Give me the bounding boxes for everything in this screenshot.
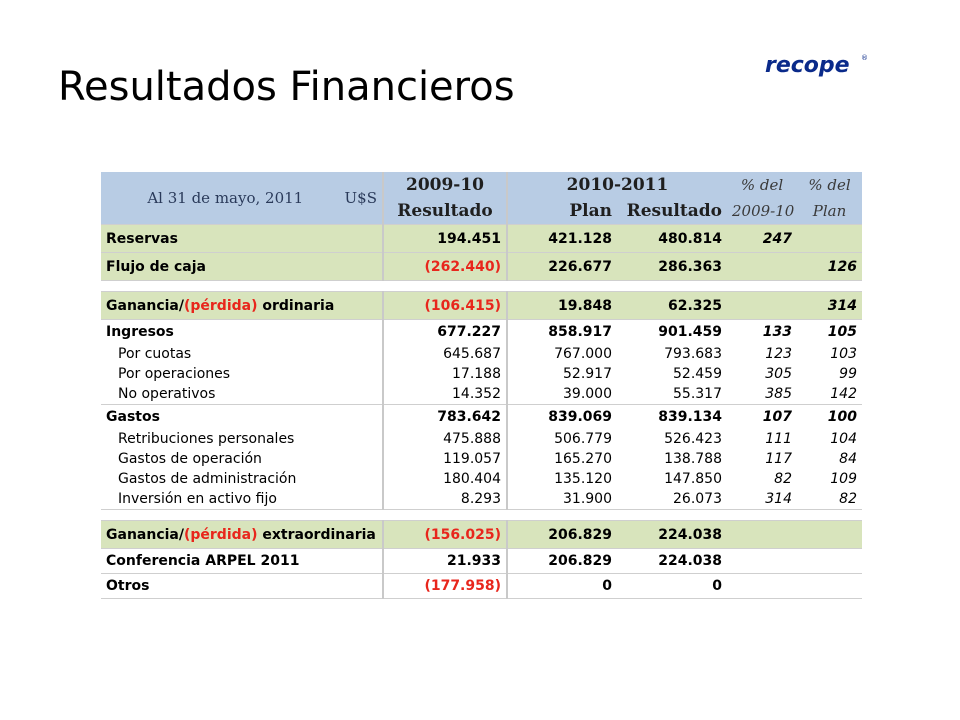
cell-plan: 165.270 xyxy=(554,451,612,467)
cell-pct-plan xyxy=(797,521,862,549)
cell-result: 52.459 xyxy=(673,366,722,382)
cell-pct-2009: 314 xyxy=(727,489,797,510)
cell-pct-2009: 385 xyxy=(765,386,792,402)
cell-result: 286.363 xyxy=(617,253,727,281)
cell-2009: 180.404 xyxy=(383,469,507,489)
row-flujo-caja xyxy=(101,253,862,281)
header-pct-2009: 2009-10 xyxy=(727,198,797,225)
cell-2009: (177.958) xyxy=(383,574,507,599)
cell-result: 138.788 xyxy=(664,451,722,467)
cell-2009: 475.888 xyxy=(383,429,507,449)
cell-pct-plan: 314 xyxy=(797,292,862,320)
row-label: Retribuciones personales xyxy=(101,429,383,449)
row-label: Flujo de caja xyxy=(101,253,383,281)
header-plan: Plan xyxy=(507,198,617,225)
row-label: Ganancia/(pérdida) ordinaria xyxy=(101,292,383,320)
row-gastos xyxy=(101,405,862,430)
row-label: Por cuotas xyxy=(101,344,383,364)
cell-plan: 206.829 xyxy=(507,549,617,574)
cell-2009: (262.440) xyxy=(383,253,507,281)
cell-pct-plan: 142 xyxy=(830,386,857,402)
cell-2009: (156.025) xyxy=(383,521,507,549)
header-2010-2011: 2010-2011 xyxy=(507,172,727,198)
cell-pct-2009: 123 xyxy=(765,346,792,362)
cell-plan: 31.900 xyxy=(507,489,617,510)
cell-2009: 783.642 xyxy=(383,405,507,430)
svg-text:®: ® xyxy=(861,54,868,62)
cell-2009: 645.687 xyxy=(383,344,507,364)
row-por-cuotas xyxy=(101,344,862,364)
cell-plan: 52.917 xyxy=(563,366,612,382)
cell-result: 793.683 xyxy=(664,346,722,362)
cell-pct-2009: 117 xyxy=(765,451,792,467)
cell-pct-2009: 247 xyxy=(727,225,797,253)
cell-result: 224.038 xyxy=(617,521,727,549)
cell-pct-plan: 82 xyxy=(797,489,862,510)
cell-pct-plan xyxy=(797,225,862,253)
cell-pct-2009 xyxy=(727,253,797,281)
row-label: Conferencia ARPEL 2011 xyxy=(101,549,383,574)
cell-2009: 14.352 xyxy=(383,384,507,405)
cell-plan: 0 xyxy=(507,574,617,599)
cell-plan: 226.677 xyxy=(507,253,617,281)
financial-results-table xyxy=(101,172,862,599)
cell-pct-plan xyxy=(797,549,862,574)
header-pct-label-2: % del xyxy=(797,172,862,198)
cell-plan: 421.128 xyxy=(507,225,617,253)
date-label: Al 31 de mayo, 2011 xyxy=(147,189,304,207)
cell-pct-2009 xyxy=(727,574,797,599)
cell-pct-plan: 109 xyxy=(830,471,857,487)
row-inversion-activo-fijo xyxy=(101,489,862,510)
row-label: Otros xyxy=(101,574,383,599)
row-ganancia-extraordinaria xyxy=(101,521,862,549)
header-pct-plan: Plan xyxy=(797,198,862,225)
row-label: Ingresos xyxy=(101,320,383,345)
recope-logo xyxy=(763,50,871,80)
cell-2009: 119.057 xyxy=(383,449,507,469)
cell-pct-2009: 133 xyxy=(727,320,797,345)
cell-2009: (106.415) xyxy=(383,292,507,320)
row-label: Ganancia/(pérdida) extraordinaria xyxy=(101,521,383,549)
row-no-operativos xyxy=(101,384,862,405)
header-2009-resultado: Resultado xyxy=(383,198,507,225)
cell-result: 839.134 xyxy=(617,405,727,430)
cell-pct-plan: 105 xyxy=(797,320,862,345)
row-label: Gastos xyxy=(101,405,383,430)
cell-2009: 194.451 xyxy=(383,225,507,253)
cell-2009: 8.293 xyxy=(383,489,507,510)
row-ganancia-ordinaria xyxy=(101,292,862,320)
row-label: Inversión en activo fijo xyxy=(101,489,383,510)
cell-pct-2009: 107 xyxy=(727,405,797,430)
cell-pct-plan xyxy=(797,574,862,599)
cell-result: 224.038 xyxy=(617,549,727,574)
cell-pct-plan: 84 xyxy=(839,451,857,467)
cell-plan: 19.848 xyxy=(507,292,617,320)
cell-plan: 135.120 xyxy=(554,471,612,487)
cell-plan: 206.829 xyxy=(507,521,617,549)
header-2009: 2009-10 xyxy=(383,172,507,198)
row-otros xyxy=(101,574,862,599)
cell-result: 901.459 xyxy=(617,320,727,345)
row-label: Por operaciones xyxy=(101,364,383,384)
header-pct-label-1: % del xyxy=(727,172,797,198)
row-gastos-administracion xyxy=(101,469,862,489)
cell-plan: 39.000 xyxy=(563,386,612,402)
cell-pct-2009 xyxy=(727,521,797,549)
cell-pct-plan: 99 xyxy=(839,366,857,382)
cell-2009: 677.227 xyxy=(383,320,507,345)
row-por-operaciones xyxy=(101,364,862,384)
cell-plan: 858.917 xyxy=(507,320,617,345)
cell-result: 62.325 xyxy=(617,292,727,320)
header-date-cell xyxy=(101,172,383,225)
cell-pct-2009 xyxy=(727,549,797,574)
header-resultado: Resultado xyxy=(617,198,727,225)
row-label: No operativos xyxy=(101,384,383,405)
cell-2009: 17.188 xyxy=(383,364,507,384)
row-conferencia-arpel xyxy=(101,549,862,574)
cell-plan: 839.069 xyxy=(507,405,617,430)
row-gastos-operacion xyxy=(101,449,862,469)
header-row-1 xyxy=(101,172,862,198)
row-label: Gastos de operación xyxy=(101,449,383,469)
row-retribuciones xyxy=(101,429,862,449)
row-label: Gastos de administración xyxy=(101,469,383,489)
cell-plan: 767.000 xyxy=(554,346,612,362)
cell-pct-2009 xyxy=(727,292,797,320)
row-reservas xyxy=(101,225,862,253)
cell-result: 480.814 xyxy=(617,225,727,253)
cell-result: 55.317 xyxy=(673,386,722,402)
svg-text:recope: recope xyxy=(765,53,850,78)
cell-pct-2009: 305 xyxy=(765,366,792,382)
cell-pct-2009: 82 xyxy=(774,471,792,487)
cell-result: 0 xyxy=(617,574,727,599)
cell-pct-2009: 111 xyxy=(765,431,792,447)
currency-label: U$S xyxy=(344,189,377,207)
cell-pct-plan: 126 xyxy=(797,253,862,281)
row-label: Reservas xyxy=(101,225,383,253)
cell-result: 26.073 xyxy=(617,489,727,510)
page-title: Resultados Financieros xyxy=(58,64,515,110)
cell-result: 147.850 xyxy=(664,471,722,487)
cell-plan: 506.779 xyxy=(554,431,612,447)
row-ingresos xyxy=(101,320,862,345)
cell-pct-plan: 103 xyxy=(830,346,857,362)
cell-result: 526.423 xyxy=(664,431,722,447)
cell-pct-plan: 100 xyxy=(797,405,862,430)
cell-2009: 21.933 xyxy=(383,549,507,574)
cell-pct-plan: 104 xyxy=(830,431,857,447)
